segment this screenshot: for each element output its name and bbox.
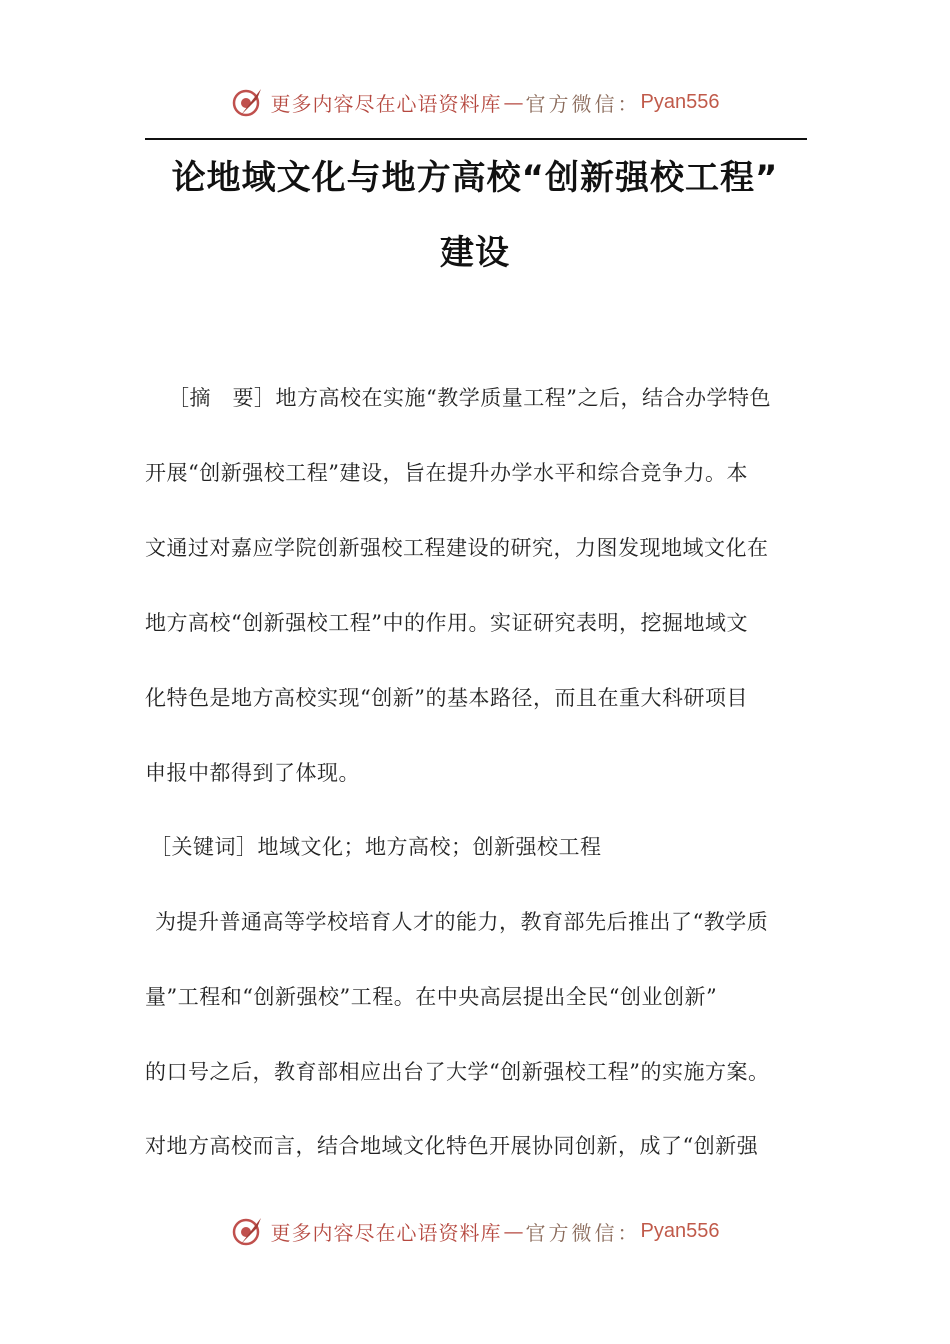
body-line-3: 的口号之后，教育部相应出台了大学“创新强校工程”的实施方案。 bbox=[145, 1060, 770, 1084]
abstract-line-1: ［摘 要］地方高校在实施“教学质量工程”之后，结合办学特色 bbox=[168, 386, 771, 410]
banner-dash: — bbox=[503, 90, 524, 114]
abstract-line-4: 地方高校“创新强校工程”中的作用。实证研究表明，挖掘地域文 bbox=[145, 611, 748, 635]
banner-wechat-id: Pyan556 bbox=[640, 1219, 720, 1242]
banner-wechat-id: Pyan556 bbox=[640, 90, 720, 113]
document-title-line-2: 建设 bbox=[440, 233, 510, 273]
banner-dash: — bbox=[503, 1219, 524, 1243]
abstract-line-6: 申报中都得到了体现。 bbox=[145, 761, 360, 785]
body-line-4: 对地方高校而言，结合地域文化特色开展协同创新，成了“创新强 bbox=[145, 1134, 759, 1158]
keywords-line: ［关键词］地域文化；地方高校；创新强校工程 bbox=[150, 835, 602, 859]
banner-brand-text: 更多内容尽在心语资料库 bbox=[270, 1220, 502, 1245]
body-line-1: 为提升普通高等学校培育人才的能力，教育部先后推出了“教学质 bbox=[155, 910, 769, 934]
abstract-line-5: 化特色是地方高校实现“创新”的基本路径，而且在重大科研项目 bbox=[145, 686, 748, 710]
abstract-line-3: 文通过对嘉应学院创新强校工程建设的研究，力图发现地域文化在 bbox=[145, 536, 769, 560]
footer-watermark-banner bbox=[0, 1211, 950, 1251]
banner-brand-text: 更多内容尽在心语资料库 bbox=[270, 91, 502, 116]
body-line-2: 量”工程和“创新强校”工程。在中央高层提出全民“创业创新” bbox=[145, 985, 718, 1009]
quill-logo-icon bbox=[231, 1214, 265, 1248]
abstract-line-2: 开展“创新强校工程”建设，旨在提升办学水平和综合竞争力。本 bbox=[145, 461, 748, 485]
banner-wechat-label: 官方微信： bbox=[525, 1220, 641, 1245]
banner-wechat-label: 官方微信： bbox=[525, 91, 641, 116]
header-watermark-banner bbox=[0, 82, 950, 122]
quill-logo-icon bbox=[231, 85, 265, 119]
document-title-line-1: 论地域文化与地方高校“创新强校工程” bbox=[171, 158, 779, 198]
header-divider bbox=[145, 138, 807, 140]
